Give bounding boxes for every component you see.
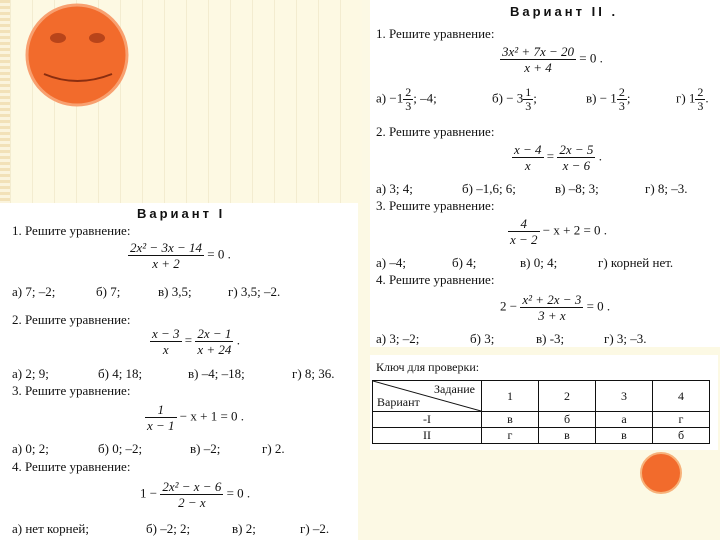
v1-q2-option-a: а) 2; 9; xyxy=(12,366,49,381)
key-col-header: 1 xyxy=(482,381,539,412)
v1-q1-equation xyxy=(128,240,231,271)
v1-q4-option-c: в) 2; xyxy=(232,521,256,536)
v2-q1-numerator: 3x² + 7x − 20 xyxy=(502,44,574,59)
variant-1-heading: Вариант I xyxy=(137,206,226,221)
key-cell: б xyxy=(539,412,596,428)
key-cell: б xyxy=(653,428,710,444)
v2-q1-option-a: а) −1 $\frac{2}{3}$ ; –4; xyxy=(376,85,437,113)
v1-q4-den: 2 − x xyxy=(178,495,206,510)
v1-q1-option-d: г) 3,5; –2. xyxy=(228,284,281,299)
v1-q4-option-b: б) –2; 2; xyxy=(146,521,191,536)
key-col-header: 3 xyxy=(596,381,653,412)
answer-key-table xyxy=(372,380,710,444)
v2-q4-option-d: г) 3; –3. xyxy=(604,331,647,346)
v1-q1-option-a: а) 7; –2; xyxy=(12,284,56,299)
key-col-header: 2 xyxy=(539,381,596,412)
v2-q3-equation xyxy=(508,216,607,247)
v2-q4-equation xyxy=(500,292,610,323)
v1-q3-option-d: г) 2. xyxy=(262,441,285,456)
key-cell: в xyxy=(482,412,539,428)
v1-q4-equation xyxy=(140,479,250,510)
v1-q1-option-b: б) 7; xyxy=(96,284,121,299)
v2-q2-option-d: г) 8; –3. xyxy=(645,181,688,196)
v2-q2-label: 2. Решите уравнение: xyxy=(376,124,495,139)
v2-q3-option-d: г) корней нет. xyxy=(598,255,674,270)
v1-q2-option-d: г) 8; 36. xyxy=(292,366,335,381)
v1-q2-option-c: в) –4; –18; xyxy=(188,366,245,381)
v1-q2-label: 2. Решите уравнение: xyxy=(12,312,131,327)
v2-q4-option-c: в) -3; xyxy=(536,331,565,346)
v1-q2-right-den: x + 24 xyxy=(197,342,232,357)
v1-q4-rhs: = 0 . xyxy=(226,485,251,501)
key-corner-bottom: Вариант xyxy=(377,395,420,409)
v2-q4-label: 4. Решите уравнение: xyxy=(376,272,495,287)
v2-q1-label: 1. Решите уравнение: xyxy=(376,26,495,41)
v2-q1-equation xyxy=(500,44,603,75)
v2-q1-option-d: г) 1 $\frac{2}{3}$ . xyxy=(676,85,709,113)
key-row-label: -I xyxy=(373,412,482,428)
v2-q2-option-b: б) –1,6; 6; xyxy=(462,181,516,196)
v2-q3-label: 3. Решите уравнение: xyxy=(376,198,495,213)
v1-q1-rhs: = 0 . xyxy=(207,246,231,262)
v2-q2-option-c: в) –8; 3; xyxy=(555,181,599,196)
variant-2-heading: Вариант II . xyxy=(510,4,619,19)
v2-q3-num: 4 xyxy=(508,216,540,232)
v1-q4-pre: 1 − xyxy=(140,485,158,501)
v1-q3-option-a: а) 0; 2; xyxy=(12,441,49,456)
v2-q1-denominator: x + 4 xyxy=(524,60,552,75)
v2-q2-equation: $\frac{x - 4}{x}$ = $\frac{2x - 5}{x - 6}$ . xyxy=(514,142,602,173)
key-cell: а xyxy=(596,412,653,428)
v2-q4-pre: 2 − xyxy=(500,298,518,314)
v2-q3-option-b: б) 4; xyxy=(452,255,477,270)
v2-q4-den: 3 + x xyxy=(538,308,566,323)
table-row xyxy=(373,428,710,444)
v1-q1-option-c: в) 3,5; xyxy=(158,284,192,299)
v2-q2-right-num: 2x − 5 xyxy=(559,142,594,157)
v2-q2-left-den: x xyxy=(524,158,531,173)
v1-q4-option-a: а) нет корней; xyxy=(12,521,89,536)
key-corner-top: Задание xyxy=(434,382,475,396)
v2-q1-rhs: = 0 . xyxy=(579,50,603,66)
v1-q3-num: 1 xyxy=(145,402,177,418)
v2-q3-option-a: а) –4; xyxy=(376,255,406,270)
v1-q2-option-b: б) 4; 18; xyxy=(98,366,143,381)
v1-q2-left-den: x xyxy=(162,342,169,357)
v2-q2-left-num: x − 4 xyxy=(514,142,542,157)
key-cell: в xyxy=(596,428,653,444)
v2-q4-num: x² + 2x − 3 xyxy=(522,292,582,307)
v1-q2-equation: $\frac{x - 3}{x}$ = $\frac{2x - 1}{x + 24}$ . xyxy=(152,326,240,357)
v1-q4-option-d: г) –2. xyxy=(300,521,330,536)
v2-q4-rhs: = 0 . xyxy=(586,298,611,314)
v1-q4-num: 2x² − x − 6 xyxy=(162,479,222,494)
v1-q3-rest: − x + 1 = 0 . xyxy=(179,408,245,424)
key-col-header: 4 xyxy=(653,381,710,412)
v1-q3-den: x − 1 xyxy=(147,418,175,433)
v1-q3-option-c: в) –2; xyxy=(190,441,221,456)
v1-q3-option-b: б) 0; –2; xyxy=(98,441,143,456)
v2-q4-option-b: б) 3; xyxy=(470,331,495,346)
key-cell: в xyxy=(539,428,596,444)
key-cell: г xyxy=(653,412,710,428)
v2-q1-option-c: в) − 1 $\frac{2}{3}$ ; xyxy=(586,85,631,113)
orange-circle-icon xyxy=(640,452,682,494)
v1-q2-right-num: 2x − 1 xyxy=(197,326,232,341)
v2-q2-right-den: x − 6 xyxy=(562,158,591,173)
v1-q1-numerator: 2x² − 3x − 14 xyxy=(130,240,202,255)
v2-q1-option-b: б) − 3 $\frac{1}{3}$ ; xyxy=(492,85,537,113)
v2-q3-den: x − 2 xyxy=(510,232,538,247)
v1-q2-tail: . xyxy=(236,332,240,348)
key-row-label: II xyxy=(373,428,482,444)
v1-q3-equation xyxy=(145,402,244,433)
v2-q2-option-a: а) 3; 4; xyxy=(376,181,413,196)
smiley-face-icon xyxy=(14,2,140,108)
v1-q3-label: 3. Решите уравнение: xyxy=(12,383,131,398)
v2-q4-option-a: а) 3; –2; xyxy=(376,331,420,346)
v2-q3-rest: − x + 2 = 0 . xyxy=(542,222,608,238)
v1-q2-left-num: x − 3 xyxy=(152,326,180,341)
v2-q2-tail: . xyxy=(598,148,602,164)
v1-q4-label: 4. Решите уравнение: xyxy=(12,459,131,474)
key-corner-cell xyxy=(373,381,482,412)
v2-q3-option-c: в) 0; 4; xyxy=(520,255,558,270)
v1-q1-denominator: x + 2 xyxy=(152,256,180,271)
answer-key-title: Ключ для проверки: xyxy=(376,360,480,374)
v1-q1-label: 1. Решите уравнение: xyxy=(12,223,131,238)
key-cell: г xyxy=(482,428,539,444)
table-row xyxy=(373,412,710,428)
